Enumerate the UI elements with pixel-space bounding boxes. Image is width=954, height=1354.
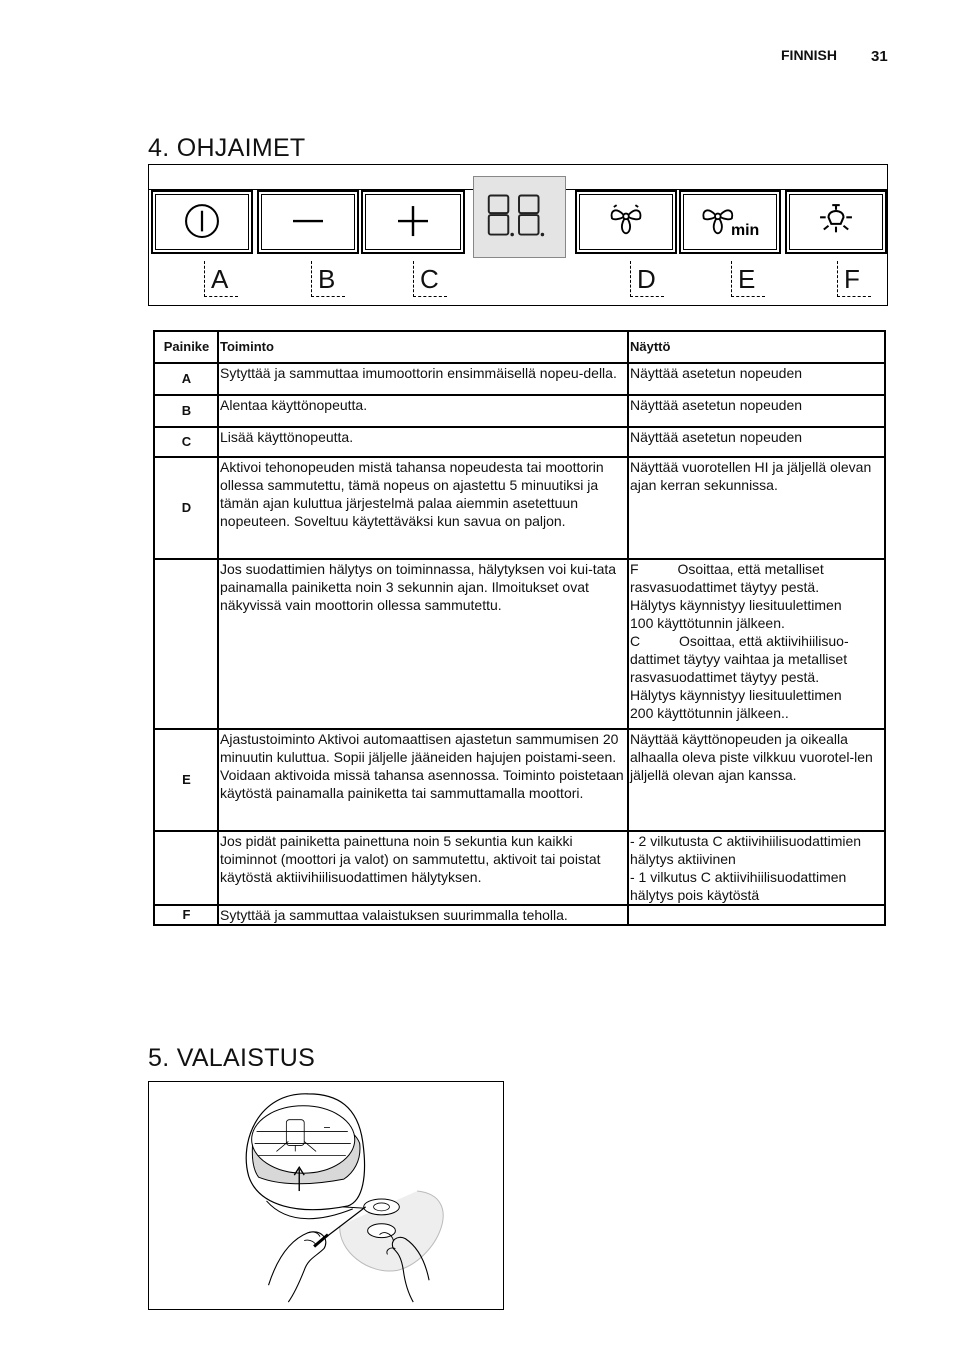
page-header-language: FINNISH [781, 47, 837, 63]
row-function: Sytyttää ja sammuttaa valaistuksen suurimmalla teholla. [218, 905, 628, 925]
label-c: C [413, 261, 447, 297]
controls-table [153, 330, 886, 926]
display-line: F Osoittaa, että metalliset [630, 561, 824, 577]
display-line: Hälytys käynnistyy liesituulettimen [630, 597, 842, 613]
page-number: 31 [871, 48, 888, 65]
label-a: A [204, 261, 238, 297]
header-toiminto: Toiminto [218, 331, 628, 363]
display-line: - 1 vilkutus C aktiivihiilisuodattimen [630, 869, 847, 885]
row-key: C [154, 427, 218, 457]
display-line: C Osoittaa, että aktiivihiilisuo- [630, 633, 849, 649]
display-line: rasvasuodattimet täytyy pestä. [630, 669, 820, 685]
speed-display [473, 176, 566, 258]
row-display: Näyttää asetetun nopeuden [628, 363, 885, 395]
table-row [154, 427, 885, 457]
minus-icon [259, 192, 357, 252]
row-function: Jos suodattimien hälytys on toiminnassa, hälytyksen voi kui-tata painamalla painiketta noin 3 sekunnin ajan. Ilmoitukset ovat näkyvissä vain moottorin ollessa sammutettu. [218, 559, 628, 729]
row-display: Näyttää asetetun nopeuden [628, 395, 885, 427]
label-f: F [837, 261, 871, 297]
display-line: rasvasuodattimet täytyy pestä. [630, 579, 820, 595]
button-c-plus [361, 190, 465, 254]
table-row [154, 729, 885, 831]
display-line: 100 käyttötunnin jälkeen. [630, 615, 785, 631]
plus-icon [363, 192, 463, 252]
table-row [154, 559, 885, 729]
row-function: Lisää käyttönopeutta. [218, 427, 628, 457]
row-display [628, 559, 885, 729]
table-row [154, 457, 885, 559]
lamp-replacement-drawing [149, 1082, 503, 1309]
row-function: Sytyttää ja sammuttaa imumoottorin ensimmäisellä nopeu-della. [218, 363, 628, 395]
table-row [154, 905, 885, 925]
fan-boost-icon [577, 192, 675, 252]
label-e: E [731, 261, 765, 297]
display-line: hälytys aktiivinen [630, 851, 736, 867]
display-line: hälytys pois käytöstä [630, 887, 760, 903]
label-b: B [311, 261, 345, 297]
timer-min-label: min [730, 222, 760, 240]
display-line: - 2 vilkutusta C aktiivihiilisuodattimien [630, 833, 862, 849]
table-row [154, 363, 885, 395]
light-icon [787, 192, 885, 252]
header-naytto: Näyttö [628, 331, 885, 363]
row-key: F [154, 905, 218, 925]
control-panel-diagram [148, 164, 888, 306]
row-key: D [154, 457, 218, 559]
row-function: Ajastustoiminto Aktivoi automaattisen ajastetun sammumisen 20 minuutin kuluttua. Sopii jäljelle jääneiden hajujen poistami-seen. Voidaan aktivoida missä tahansa asennossa. Toiminto poistetaan käytöstä painamalla painiketta tai sammuttamalla moottori. [218, 729, 628, 831]
row-display: Näyttää käyttönopeuden ja oikealla alhaalla oleva piste vilkkuu vuorotel-len jäljellä olevan ajan kanssa. [628, 729, 885, 831]
row-function: Aktivoi tehonopeuden mistä tahansa nopeudesta tai moottorin ollessa sammutettu, tämä nopeus on ajastettu 5 minuutiksi ja tämän ajan kuluttua järjestelmä palaa aiemmin asetettuun nopeuteen. Soveltuu käytettäväksi kun savua on paljon. [218, 457, 628, 559]
row-key [154, 831, 218, 905]
table-row [154, 395, 885, 427]
header-painike: Painike [154, 331, 218, 363]
button-a-power [151, 190, 253, 254]
row-display: Näyttää vuorotellen HI ja jäljellä olevan ajan kerran sekunnissa. [628, 457, 885, 559]
display-line: dattimet täytyy vaihtaa ja metalliset [630, 651, 848, 667]
button-e-timer [679, 190, 781, 254]
fan-timer-icon [681, 192, 779, 252]
section-title-ohjaimet: 4. OHJAIMET [148, 134, 306, 162]
seven-segment-display [474, 177, 565, 257]
row-key [154, 559, 218, 729]
button-f-light [785, 190, 887, 254]
row-display [628, 905, 885, 925]
row-key: A [154, 363, 218, 395]
row-function: Alentaa käyttönopeutta. [218, 395, 628, 427]
display-line: 200 käyttötunnin jälkeen.. [630, 705, 789, 721]
row-key: E [154, 729, 218, 831]
table-header-row [154, 331, 885, 363]
button-b-minus [257, 190, 359, 254]
button-d-boost [575, 190, 677, 254]
label-d: D [630, 261, 664, 297]
power-icon [153, 192, 251, 252]
display-line: Hälytys käynnistyy liesituulettimen [630, 687, 842, 703]
row-display [628, 831, 885, 905]
lighting-illustration [148, 1081, 504, 1310]
table-row [154, 831, 885, 905]
row-display: Näyttää asetetun nopeuden [628, 427, 885, 457]
display-readout: 8.8. [474, 177, 476, 178]
section-title-valaistus: 5. VALAISTUS [148, 1044, 316, 1072]
row-key: B [154, 395, 218, 427]
row-function: Jos pidät painiketta painettuna noin 5 sekuntia kun kaikki toiminnot (moottori ja valot) on sammutettu, aktivoit tai poistat käytöstä aktiivihiilisuodattimen hälytyksen. [218, 831, 628, 905]
